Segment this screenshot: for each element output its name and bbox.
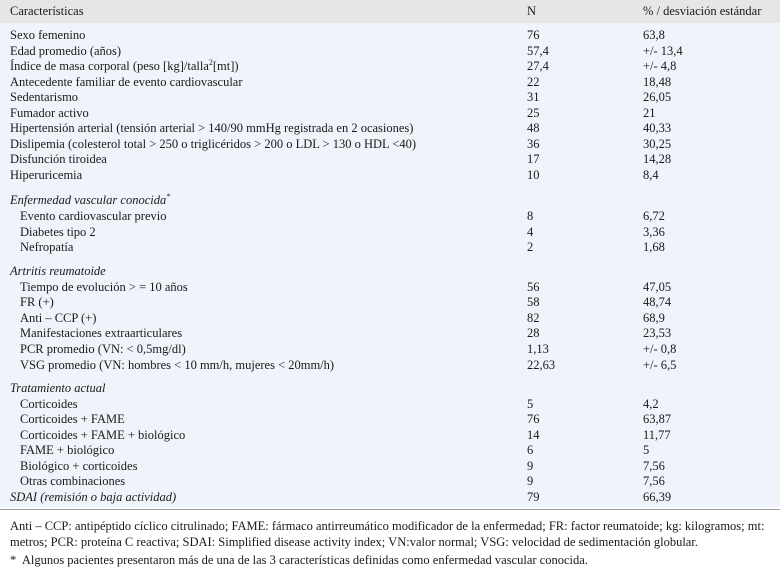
row-label: Anti – CCP (+) [20,310,97,325]
footnote-mark: * [166,191,171,201]
table-row [0,342,780,358]
table-row [0,412,780,428]
table-row [0,358,780,374]
header-percent-sd: % / desviación estándar [643,4,762,18]
row-label: Hipertensión arterial (tensión arterial > 140/90 mmHg registrada en 2 ocasiones) [10,121,414,135]
section-heading-artritis [0,264,780,280]
table-row [0,28,780,44]
table-row [0,137,780,153]
row-label: Sedentarismo [10,90,79,104]
row-pct: 4,2 [643,396,659,411]
table-row [0,474,780,490]
row-label: Diabetes tipo 2 [20,224,96,239]
row-pct: 30,25 [643,136,672,151]
footnote-text: Algunos pacientes presentaron más de una de las 3 características definidas como enfermedad vascular conocida. [21,553,588,567]
row-pct: 6,72 [643,209,665,223]
table-row [0,397,780,413]
row-label: Otras combinaciones [20,474,126,488]
superscript: 2 [208,57,213,67]
row-n: 9 [527,474,534,488]
row-n: 4 [527,224,534,239]
table-row [0,311,780,327]
table-row [0,225,780,241]
row-n: 48 [527,121,540,135]
row-n: 58 [527,295,540,309]
row-n: 22,63 [527,357,556,372]
row-label: Edad promedio (años) [10,43,122,58]
row-n: 17 [527,152,540,166]
table-row [0,75,780,91]
row-label-text-end: [mt]) [212,59,239,73]
row-pct: 3,36 [643,224,665,239]
row-n: 8 [527,209,534,223]
row-n: 2 [527,240,534,254]
row-label: Disfunción tiroidea [10,152,107,166]
section-title: Artritis reumatoide [10,264,106,278]
row-pct: 63,8 [643,28,665,42]
row-pct: 18,48 [643,74,672,89]
row-pct: 40,33 [643,121,672,135]
table-row [0,90,780,106]
row-label: PCR promedio (VN: < 0,5mg/dl) [20,342,186,356]
row-n: 14 [527,427,540,442]
section-title [10,193,170,209]
row-label: Dislipemia (colesterol total > 250 o triglicéridos > 200 o LDL > 130 o HDL <40) [10,136,417,151]
row-label: FAME + biológico [20,443,115,457]
row-pct: +/- 6,5 [643,357,677,372]
table-row [0,459,780,475]
row-label: Corticoides [20,396,78,411]
row-label: Corticoides + FAME + biológico [20,427,186,442]
section-title-text: Enfermedad vascular conocida [10,193,167,207]
row-label: FR (+) [20,295,54,309]
row-label: Fumador activo [10,105,89,120]
row-pct: 23,53 [643,326,672,340]
row-n: 1,13 [527,342,549,356]
row-pct: 26,05 [643,90,672,104]
row-pct: 1,68 [643,240,665,254]
row-pct: 48,74 [643,295,672,309]
table-row [0,280,780,296]
row-label: Nefropatía [20,240,74,254]
row-pct: 66,39 [643,489,672,504]
row-n: 28 [527,326,540,340]
table-row [0,295,780,311]
row-pct: 47,05 [643,279,672,294]
abbreviations-footnote: Anti – CCP: antipéptido cíclico citrulinado; FAME: fármaco antirreumático modificador de la enfermedad; FR: factor reumatoide; kg: kilogramos; mt: metros; PCR: proteína C reactiva; SDAI: Simplified disease activity index; VN:valor normal; VSG: velocidad de sedimentación globular. [10,519,765,549]
row-label: Manifestaciones extraarticulares [20,326,183,340]
table-row [0,121,780,137]
row-n: 9 [527,458,534,473]
row-pct: 8,4 [643,167,659,182]
row-n: 56 [527,279,540,294]
row-label-text: Índice de masa corporal (peso [kg]/talla [10,59,209,73]
row-n: 82 [527,310,540,325]
row-pct: 7,56 [643,458,665,473]
row-n: 76 [527,28,540,42]
row-n: 27,4 [527,59,549,73]
table-row [0,106,780,122]
table-row [0,168,780,184]
row-label [10,59,239,75]
table-row [0,152,780,168]
row-pct: +/- 13,4 [643,43,683,58]
table-row [0,326,780,342]
row-label: Sexo femenino [10,28,86,42]
footnote-mark: * [10,553,17,567]
row-n: 36 [527,136,540,151]
table-header [0,0,780,23]
row-n: 57,4 [527,43,549,58]
row-n: 25 [527,105,540,120]
table-row [0,428,780,444]
row-label: SDAI (remisión o baja actividad) [10,489,177,504]
row-pct: 68,9 [643,310,665,325]
row-label: Hiperuricemia [10,167,83,182]
table-row [0,209,780,225]
row-n: 31 [527,90,540,104]
row-n: 5 [527,396,534,411]
row-n: 79 [527,489,540,504]
row-n: 76 [527,412,540,426]
row-n: 10 [527,167,540,182]
section-heading-tratamiento [0,381,780,397]
row-label: Tiempo de evolución > = 10 años [20,279,188,294]
table-row [0,59,780,75]
row-n: 6 [527,443,534,457]
row-pct: +/- 4,8 [643,59,677,73]
row-pct: 7,56 [643,474,665,488]
row-pct: 5 [643,443,650,457]
row-label: Evento cardiovascular previo [20,209,167,223]
row-pct: 63,87 [643,412,672,426]
row-pct: +/- 0,8 [643,342,677,356]
row-label: Antecedente familiar de evento cardiovascular [10,74,243,89]
row-pct: 14,28 [643,152,672,166]
table-row [0,443,780,459]
row-pct: 11,77 [643,427,671,442]
asterisk-footnote [10,552,775,568]
table-row [0,44,780,60]
row-label: Biológico + corticoides [20,458,138,473]
header-characteristics: Características [10,4,84,18]
table-bottom-rule [0,509,780,510]
table-row-sdai [0,490,780,506]
row-pct: 21 [643,105,656,120]
header-n: N [527,4,537,18]
section-heading-vascular [0,193,780,209]
section-title: Tratamiento actual [10,381,106,395]
row-label: Corticoides + FAME [20,412,125,426]
row-n: 22 [527,74,540,89]
row-label: VSG promedio (VN: hombres < 10 mm/h, mujeres < 20mm/h) [20,357,335,372]
table-row [0,240,780,256]
